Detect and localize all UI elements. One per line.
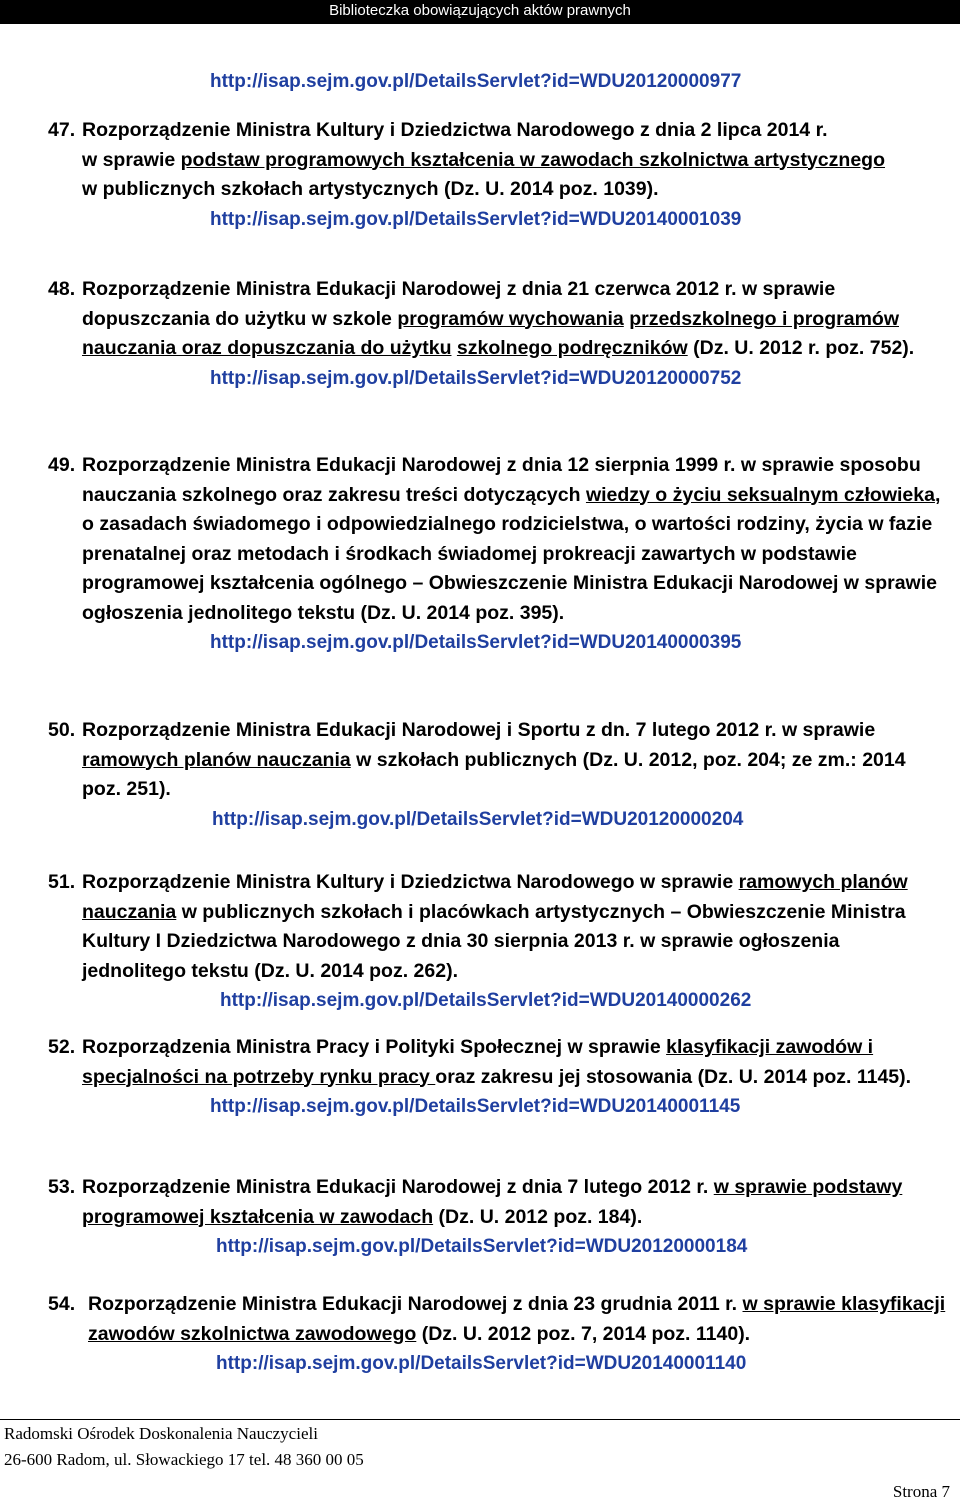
list-item-47 (48, 116, 946, 234)
item-number: 51. (48, 871, 76, 893)
list-item-53 (48, 1173, 946, 1262)
link-wdu20140001039[interactable]: http://isap.sejm.gov.pl/DetailsServlet?id=WDU20140001039 (210, 208, 742, 230)
text-part-underlined: ramowych planów nauczania (82, 748, 351, 771)
item-number: 49. (48, 454, 76, 476)
text-part-underlined: podstaw programowych kształcenia w zawodach szkolnictwa artystycznego (180, 148, 885, 171)
item-text (82, 1033, 946, 1092)
footer-address: 26-600 Radom, ul. Słowackiego 17 tel. 48 360 00 05 (4, 1450, 364, 1469)
item-text (88, 1290, 946, 1349)
link-wdu20120000204[interactable]: http://isap.sejm.gov.pl/DetailsServlet?id=WDU20120000204 (212, 808, 744, 830)
item-text (82, 451, 946, 628)
link-wdu20140001140[interactable]: http://isap.sejm.gov.pl/DetailsServlet?id=WDU20140001140 (216, 1353, 747, 1374)
text-part: oraz zakresu jej stosowania (Dz. U. 2014 poz. 1145). (435, 1065, 912, 1088)
text-part-underlined: ramowych planów nauczania (82, 871, 908, 923)
link-wdu20120000752[interactable]: http://isap.sejm.gov.pl/DetailsServlet?id=WDU20120000752 (210, 367, 742, 389)
text-part-underlined: przedszkolnego i programów nauczania oraz dopuszczania do użytku (82, 307, 899, 359)
list-item-51 (48, 868, 946, 1016)
list-item-48 (48, 275, 946, 393)
item-number: 53. (48, 1176, 76, 1198)
text-part: Rozporządzenie Ministra Edukacji Narodowej z dnia 21 czerwca 2012 r. w sprawie dopuszczania do użytku w szkole (82, 278, 836, 330)
item-number: 54. (48, 1293, 76, 1315)
link-wdu20140001145[interactable]: http://isap.sejm.gov.pl/DetailsServlet?id=WDU20140001145 (210, 1096, 741, 1117)
page-number: Strona 7 (892, 1482, 950, 1501)
text-part: w szkołach publicznych (Dz. U. 2012, poz. 204; ze zm.: 2014 poz. 251). (82, 748, 906, 800)
list-item-49 (48, 451, 946, 658)
text-part: Rozporządzenie Ministra Edukacji Narodowej i Sportu z dn. 7 lutego 2012 r. w sprawie (82, 719, 876, 741)
document-footer (0, 1419, 960, 1508)
text-part: Rozporządzenie Ministra Kultury i Dziedzictwa Narodowego z dnia 2 lipca 2014 r. (82, 119, 828, 141)
text-part-underlined: klasyfikacji zawodów i specjalności na potrzeby rynku pracy (82, 1036, 874, 1088)
text-part: Rozporządzenia Ministra Pracy i Polityki Społecznej w sprawie (82, 1036, 667, 1058)
header-title: Biblioteczka obowiązujących aktów prawnych (329, 2, 631, 19)
item-number: 48. (48, 278, 76, 300)
text-part: w publicznych szkołach artystycznych (Dz. U. 2014 poz. 1039). (82, 178, 659, 200)
link-wdu20120000184[interactable]: http://isap.sejm.gov.pl/DetailsServlet?id=WDU20120000184 (216, 1236, 748, 1257)
link-wdu20140000262[interactable]: http://isap.sejm.gov.pl/DetailsServlet?id=WDU20140000262 (220, 990, 752, 1011)
link-wdu20120000977[interactable]: http://isap.sejm.gov.pl/DetailsServlet?id=WDU20120000977 (210, 71, 742, 92)
text-part: (Dz. U. 2012 poz. 7, 2014 poz. 1140). (416, 1322, 751, 1345)
text-part-underlined: wiedzy o życiu seksualnym człowieka (585, 483, 935, 506)
text-part: , o zasadach świadomego i odpowiedzialnego rodzicielstwa, o wartości rodziny, życia w fazie prenatalnej oraz metodach i środkach świadomej prokreacji zawartych w podstawie programowej kształcenia ogólnego – Obwieszczenie Ministra Edukacji Narodowej w sprawie ogłoszenia jednolitego tekstu (Dz. U. 2014 poz. 395). (82, 483, 941, 624)
footer-organization: Radomski Ośrodek Doskonalenia Nauczycieli (4, 1424, 318, 1443)
text-part-underlined: w sprawie klasyfikacji zawodów szkolnictwa zawodowego (88, 1293, 946, 1345)
item-text (82, 116, 946, 205)
list-item-54 (48, 1290, 946, 1379)
text-part: w publicznych szkołach i placówkach artystycznych – Obwieszczenie Ministra Kultury I Dziedzictwa Narodowego z dnia 30 sierpnia 2013 r. w sprawie ogłoszenia jednolitego tekstu (Dz. U. 2014 poz. 262). (82, 900, 906, 982)
document-header (0, 0, 960, 24)
text-part-underlined: w sprawie podstawy programowej kształcenia w zawodach (82, 1176, 903, 1228)
list-item-50 (48, 716, 946, 834)
item-text (82, 868, 946, 986)
text-part: (Dz. U. 2012 poz. 184). (433, 1205, 643, 1228)
link-wdu20140000395[interactable]: http://isap.sejm.gov.pl/DetailsServlet?id=WDU20140000395 (210, 632, 742, 653)
item-text (82, 1173, 946, 1232)
item-text (82, 275, 946, 364)
item-number: 50. (48, 719, 76, 741)
text-part-underlined: szkolnego podręczników (456, 337, 688, 359)
item-text (82, 716, 946, 805)
item-number: 47. (48, 119, 76, 141)
text-part: w sprawie (82, 148, 181, 171)
text-part-underlined: programów wychowania (397, 307, 624, 330)
text-part: Rozporządzenie Ministra Edukacji Narodowej z dnia 7 lutego 2012 r. (82, 1176, 714, 1198)
item-number: 52. (48, 1036, 76, 1058)
text-part: Rozporządzenie Ministra Kultury i Dziedzictwa Narodowego w sprawie (82, 871, 739, 893)
text-part: Rozporządzenie Ministra Edukacji Narodowej z dnia 23 grudnia 2011 r. (88, 1293, 743, 1315)
text-part: (Dz. U. 2012 r. poz. 752). (687, 337, 915, 359)
text-part: Rozporządzenie Ministra Edukacji Narodowej z dnia 12 sierpnia 1999 r. w sprawie sposobu nauczania szkolnego oraz zakresu treści dotyczących (82, 454, 921, 506)
list-item-52 (48, 1033, 946, 1122)
